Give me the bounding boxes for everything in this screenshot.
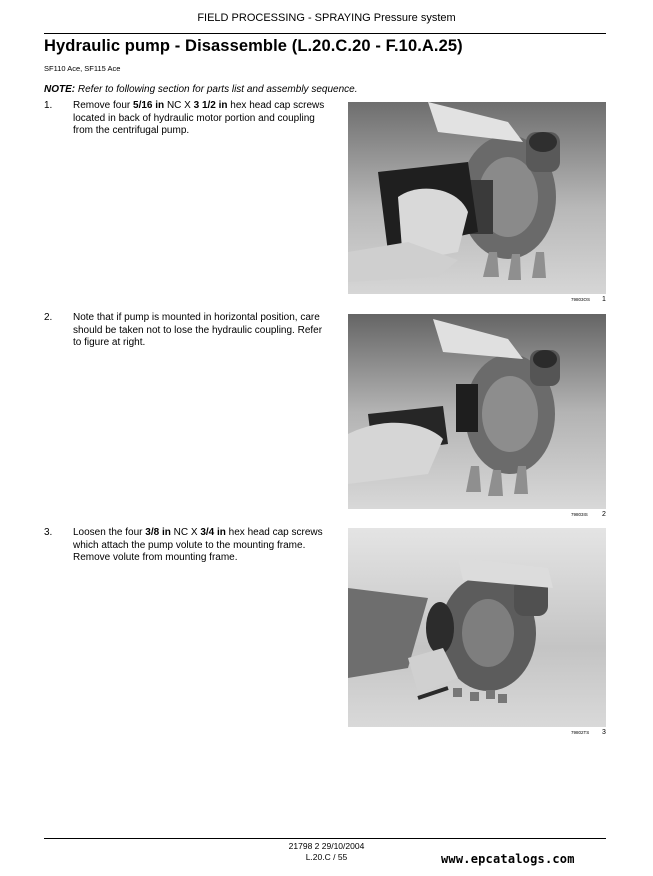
step-text xyxy=(73,527,328,565)
figure-code: 79802TS xyxy=(571,730,590,735)
figure-number: 3 xyxy=(602,729,606,736)
photo-illustration xyxy=(348,314,606,509)
watermark-url: www.epcatalogs.com xyxy=(441,852,575,866)
figure-code: 79803OS xyxy=(571,297,591,302)
figure-number: 2 xyxy=(602,511,606,518)
step-text-part: hex head cap screws which attach the pump volute to the mounting frame. Remove volute from mounting frame. xyxy=(73,527,323,563)
dimension: 3/8 in xyxy=(145,527,171,538)
footer-rule xyxy=(44,838,606,839)
step-text-part: Remove four xyxy=(73,100,134,111)
note-text: Refer to following section for parts list and assembly sequence. xyxy=(77,84,358,95)
figure-photo-1 xyxy=(348,102,606,294)
step-text-part: NC X xyxy=(170,527,201,538)
photo-illustration xyxy=(348,528,606,727)
header-rule xyxy=(44,33,606,34)
applicable-models: SF110 Ace, SF115 Ace xyxy=(44,64,121,73)
step-text-part: Loosen the four xyxy=(73,527,146,538)
running-header: FIELD PROCESSING - SPRAYING Pressure system xyxy=(197,12,456,24)
figure-photo-2 xyxy=(348,314,606,509)
page-reference: L.20.C / 55 xyxy=(305,851,348,862)
figure-photo-3 xyxy=(348,528,606,727)
step-text xyxy=(73,312,328,350)
step-text-part: hex head cap screws located in back of hydraulic motor portion and coupling from the centrifugal pump. xyxy=(73,100,325,136)
photo-illustration xyxy=(348,102,606,294)
dimension: 5/16 in xyxy=(133,100,165,111)
step-number: 3. xyxy=(44,527,53,538)
page-title: Hydraulic pump - Disassemble (L.20.C.20 - F.10.A.25) xyxy=(44,37,463,55)
step-text xyxy=(73,100,328,138)
figure-number: 1 xyxy=(602,296,606,303)
dimension: 3/4 in xyxy=(200,527,226,538)
note-label: NOTE: xyxy=(44,84,76,95)
step-number: 1. xyxy=(44,100,53,111)
figure-code: 79803IS xyxy=(571,512,588,517)
step-text-part: NC X xyxy=(164,100,194,111)
document-reference: 21798 2 29/10/2004 xyxy=(288,841,365,851)
step-text-part: Note that if pump is mounted in horizontal position, care should be taken not to lose the hydraulic coupling. Refer to figure at right. xyxy=(73,312,323,348)
step-number: 2. xyxy=(44,312,53,323)
dimension: 3 1/2 in xyxy=(193,100,228,111)
note xyxy=(44,84,357,95)
